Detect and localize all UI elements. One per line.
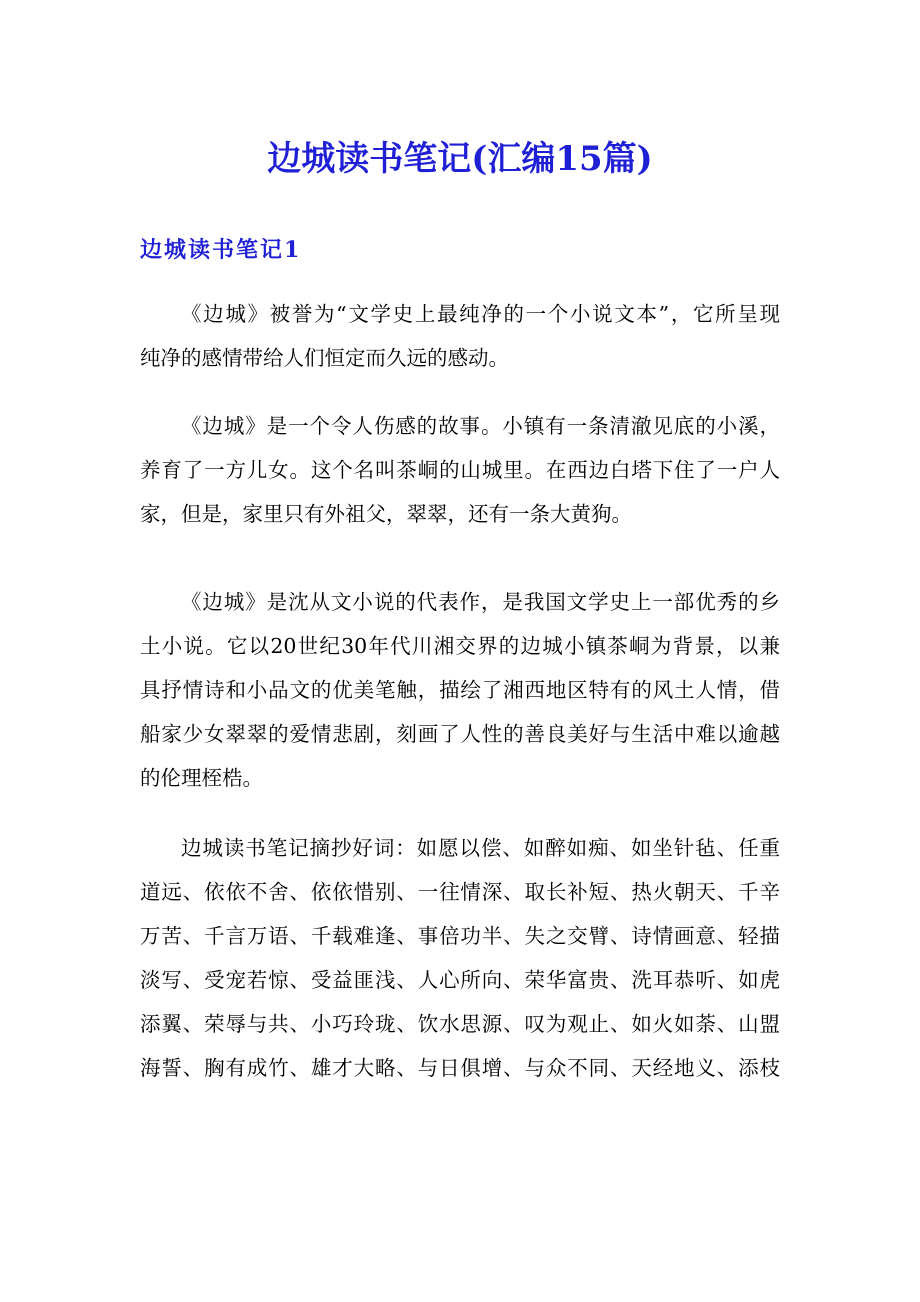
- paragraph-line: 万苦、千言万语、千载难逢、事倍功半、失之交臂、诗情画意、轻描: [140, 924, 780, 948]
- section-heading: 边城读书笔记1: [140, 237, 302, 263]
- paragraph-4: [140, 826, 780, 1090]
- paragraph-line: 养育了一方儿女。这个名叫茶峒的山城里。在西边白塔下住了一户人: [140, 458, 780, 482]
- paragraph-line: 家，但是，家里只有外祖父，翠翠，还有一条大黄狗。: [140, 502, 632, 526]
- paragraph-line: 添翼、荣辱与共、小巧玲珑、饮水思源、叹为观止、如火如荼、山盟: [140, 1012, 780, 1036]
- paragraph-2: [140, 404, 780, 536]
- paragraph-line: 船家少女翠翠的爱情悲剧，刻画了人性的善良美好与生活中难以逾越: [140, 722, 780, 746]
- paragraph-3: [140, 580, 780, 800]
- paragraph-line: 淡写、受宠若惊、受益匪浅、人心所向、荣华富贵、洗耳恭听、如虎: [140, 968, 780, 992]
- paragraph-line: 土小说。它以20世纪30年代川湘交界的边城小镇茶峒为背景，以兼: [140, 634, 780, 658]
- paragraph-1: [140, 292, 780, 380]
- paragraph-line: 边城读书笔记摘抄好词：如愿以偿、如醉如痴、如坐针毡、任重: [181, 836, 780, 860]
- paragraph-line: 海誓、胸有成竹、雄才大略、与日俱增、与众不同、天经地义、添枝: [140, 1056, 780, 1080]
- paragraph-line: 的伦理桎梏。: [140, 766, 263, 790]
- paragraph-line: 具抒情诗和小品文的优美笔触，描绘了湘西地区特有的风土人情，借: [140, 678, 780, 702]
- paragraph-line: 《边城》是一个令人伤感的故事。小镇有一条清澈见底的小溪，: [181, 414, 780, 438]
- paragraph-line: 《边城》被誉为“文学史上最纯净的一个小说文本”，它所呈现: [181, 302, 780, 326]
- document-title: 边城读书笔记(汇编15篇): [267, 139, 653, 179]
- paragraph-line: 纯净的感情带给人们恒定而久远的感动。: [140, 346, 509, 370]
- paragraph-line: 《边城》是沈从文小说的代表作，是我国文学史上一部优秀的乡: [181, 590, 780, 614]
- paragraph-line: 道远、依依不舍、依依惜别、一往情深、取长补短、热火朝天、千辛: [140, 880, 780, 904]
